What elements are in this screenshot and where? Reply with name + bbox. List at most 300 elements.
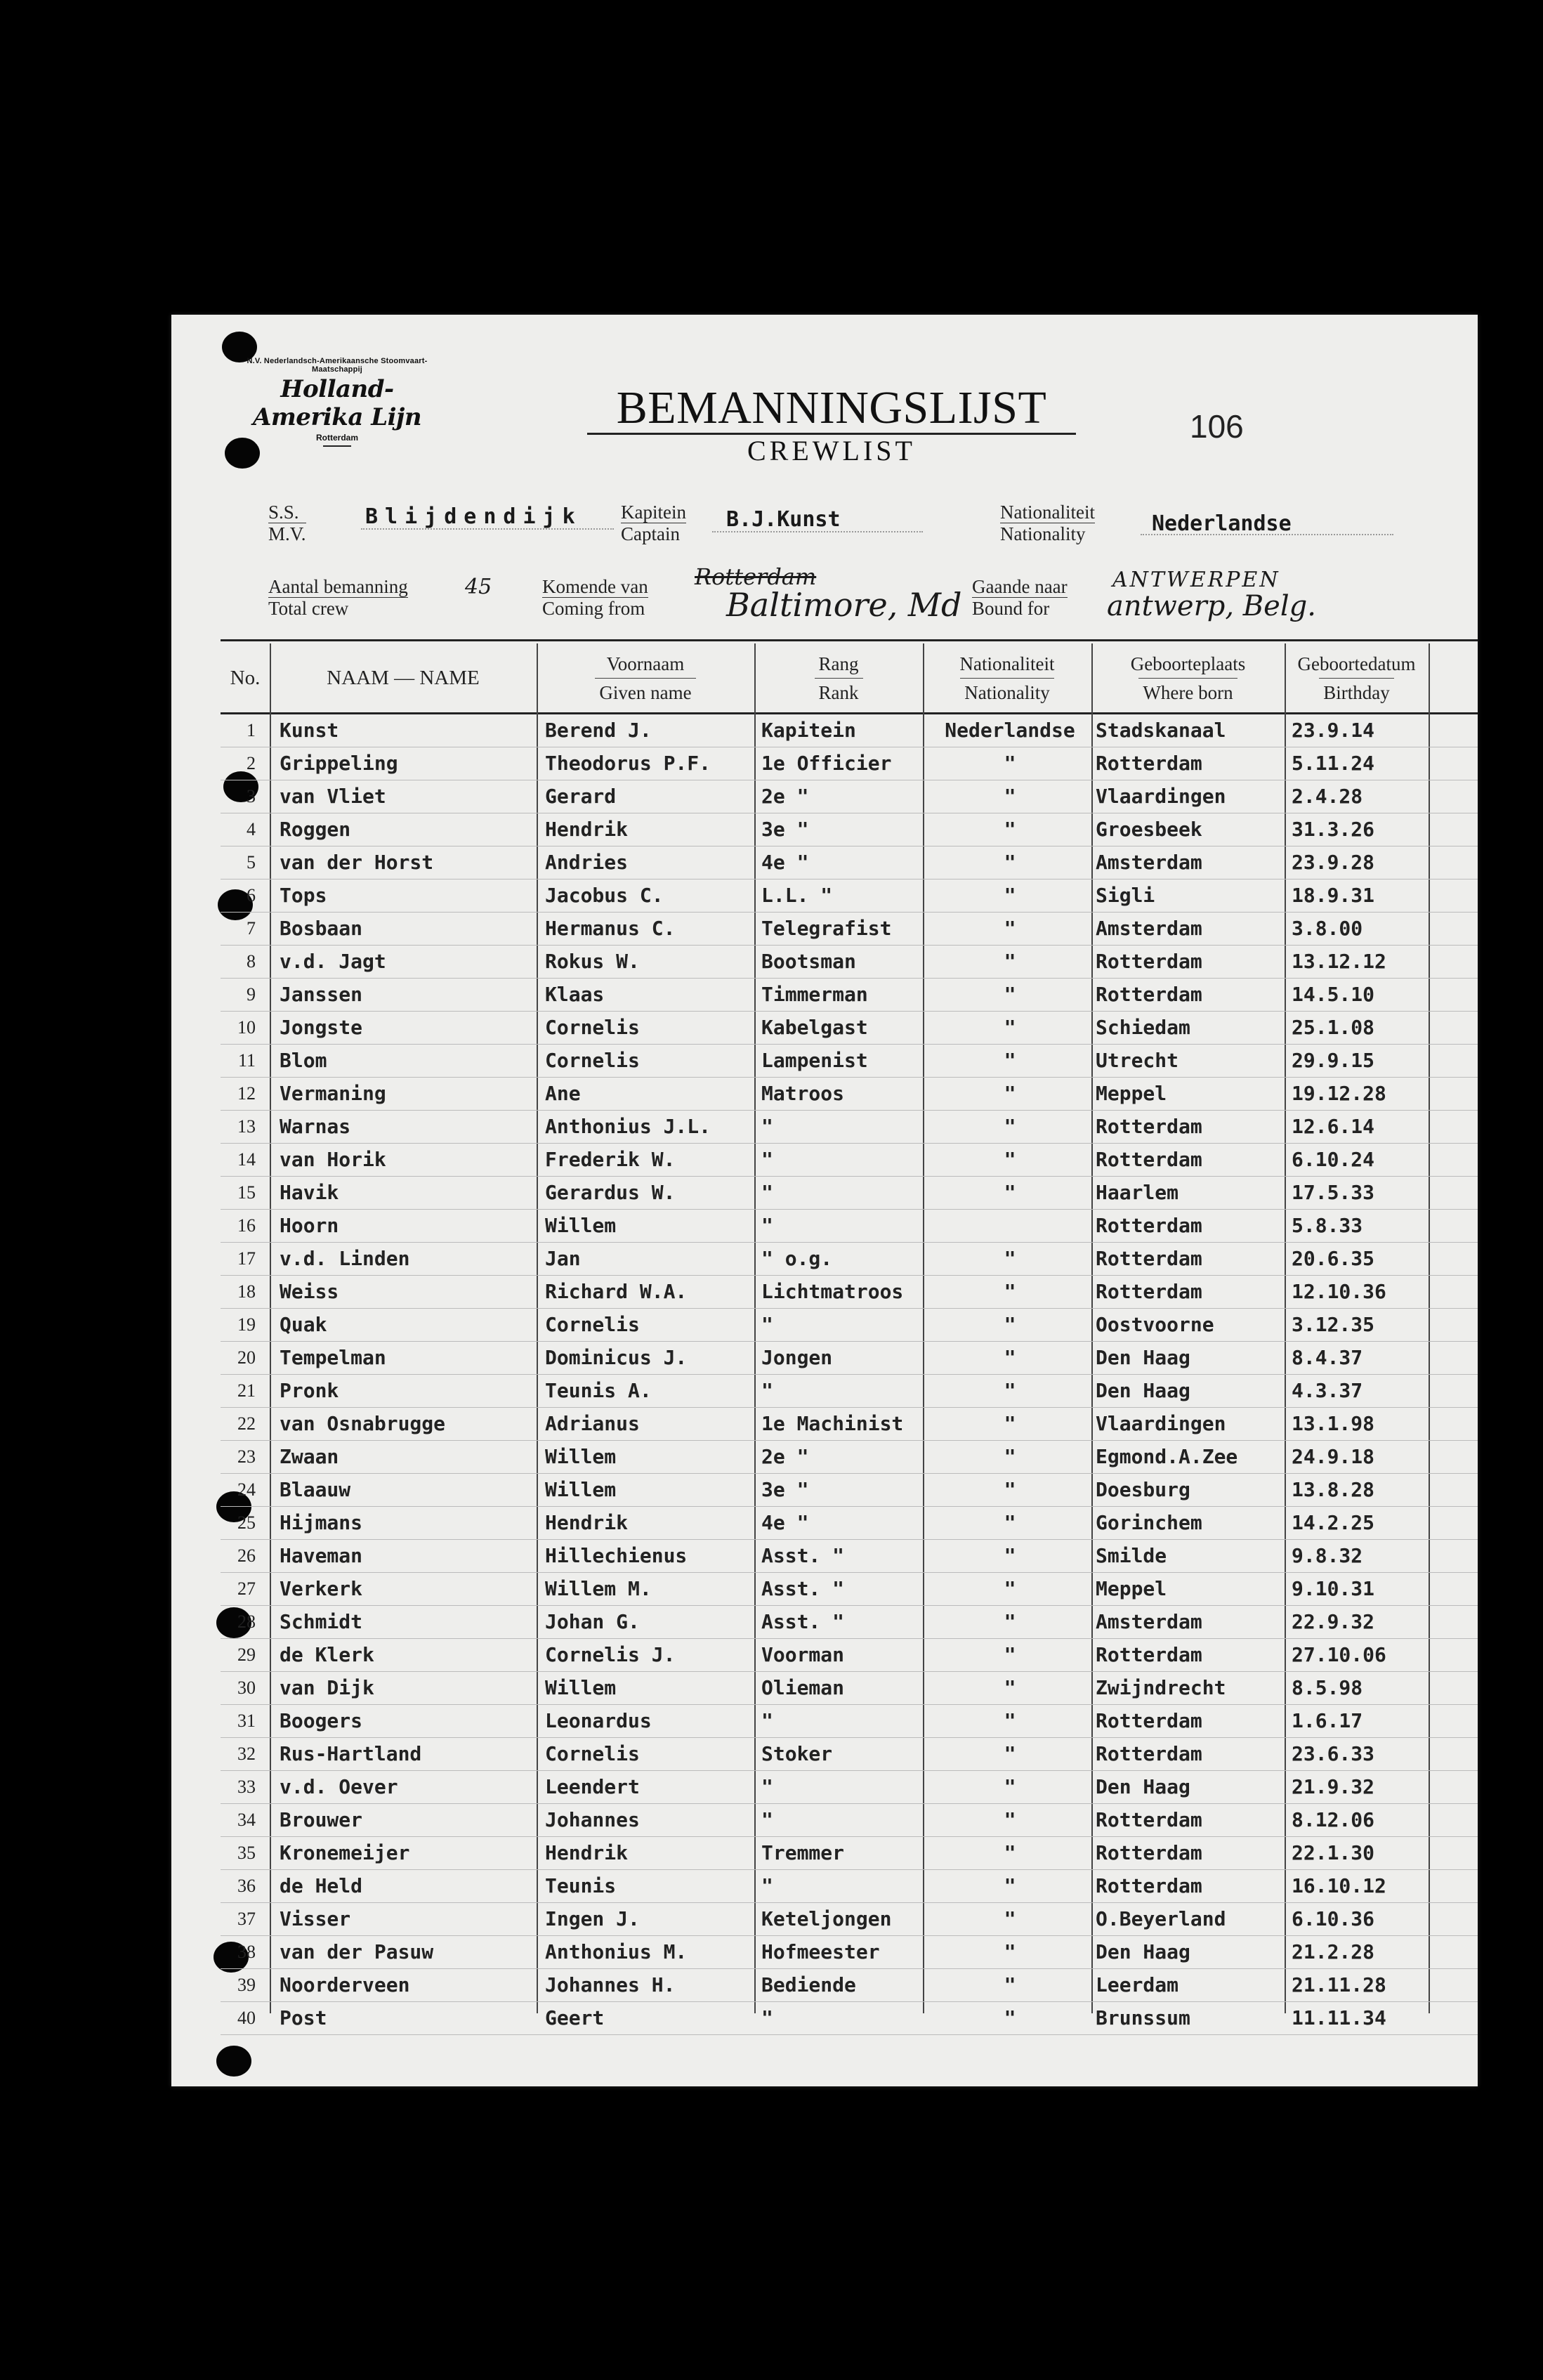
cell-given: Leonardus (545, 1709, 652, 1732)
cell-name: v.d. Oever (280, 1775, 398, 1798)
column-header-rank (754, 643, 923, 712)
table-row (221, 1210, 1478, 1243)
coming-label-nl: Komende van (542, 576, 648, 597)
cell-name: Havik (280, 1181, 339, 1204)
cell-rank: 1e Officier (761, 752, 892, 775)
cell-no: 33 (237, 1777, 256, 1797)
cell-bday: 8.12.06 (1292, 1808, 1375, 1831)
bound-label-nl: Gaande naar (972, 576, 1068, 597)
cell-nat: " (1004, 1676, 1016, 1699)
cell-given: Willem M. (545, 1577, 652, 1600)
cell-rank: 3e " (761, 1478, 809, 1501)
cell-name: Bosbaan (280, 917, 363, 940)
cell-name: v.d. Jagt (280, 950, 386, 973)
table-row (221, 1969, 1478, 2002)
cell-bday: 4.3.37 (1292, 1379, 1363, 1402)
column-header-no: No. (230, 667, 261, 689)
crew-count-label (268, 576, 408, 619)
crew-label-nl: Aantal bemanning (268, 576, 408, 597)
cell-name: Jongste (280, 1016, 363, 1039)
cell-no: 27 (237, 1578, 256, 1599)
divider (323, 445, 351, 447)
cell-rank: 4e " (761, 1511, 809, 1534)
captain-label (621, 502, 686, 544)
cell-given: Adrianus (545, 1412, 640, 1435)
cell-rank: Olieman (761, 1676, 845, 1699)
table-row (221, 1177, 1478, 1210)
birthplace-en: Where born (1138, 678, 1237, 707)
cell-bday: 6.10.36 (1292, 1907, 1375, 1930)
column-header-birthday (1285, 643, 1429, 712)
cell-name: Blom (280, 1049, 327, 1072)
cell-bday: 16.10.12 (1292, 1874, 1386, 1897)
cell-name: van Horik (280, 1148, 386, 1171)
cell-given: Willem (545, 1676, 617, 1699)
cell-born: Rotterdam (1096, 752, 1202, 775)
cell-nat: " (1004, 1577, 1016, 1600)
cell-born: Oostvoorne (1096, 1313, 1214, 1336)
cell-born: Utrecht (1096, 1049, 1179, 1072)
cell-no: 28 (237, 1611, 256, 1632)
given-name-nl: Voornaam (606, 653, 685, 674)
cell-given: Hermanus C. (545, 917, 676, 940)
cell-born: Rotterdam (1096, 983, 1202, 1006)
cell-born: Rotterdam (1096, 950, 1202, 973)
cell-bday: 25.1.08 (1292, 1016, 1375, 1039)
table-row (221, 1309, 1478, 1342)
cell-no: 9 (247, 984, 256, 1005)
cell-rank: " (761, 1214, 773, 1237)
table-row (221, 1243, 1478, 1276)
cell-born: Gorinchem (1096, 1511, 1202, 1534)
cell-no: 36 (237, 1876, 256, 1896)
cell-rank: Kapitein (761, 719, 856, 742)
cell-given: Willem (545, 1445, 617, 1468)
table-row (221, 1375, 1478, 1408)
table-row (221, 1771, 1478, 1804)
cell-given: Ingen J. (545, 1907, 640, 1930)
cell-born: Rotterdam (1096, 1214, 1202, 1237)
cell-name: Brouwer (280, 1808, 363, 1831)
cell-bday: 19.12.28 (1292, 1082, 1386, 1105)
cell-bday: 21.2.28 (1292, 1940, 1375, 1963)
cell-given: Frederik W. (545, 1148, 676, 1171)
cell-bday: 23.9.28 (1292, 851, 1375, 874)
column-header-given-name (537, 643, 754, 712)
cell-born: Rotterdam (1096, 1742, 1202, 1765)
cell-rank: Asst. " (761, 1610, 845, 1633)
table-row (221, 1936, 1478, 1969)
table-row (221, 1111, 1478, 1144)
cell-given: Andries (545, 851, 629, 874)
coming-from-port: Baltimore, Md (726, 586, 962, 624)
cell-born: Rotterdam (1096, 1709, 1202, 1732)
cell-rank: 2e " (761, 1445, 809, 1468)
cell-bday: 21.9.32 (1292, 1775, 1375, 1798)
cell-born: Rotterdam (1096, 1643, 1202, 1666)
cell-given: Johan G. (545, 1610, 640, 1633)
cell-nat: " (1004, 1082, 1016, 1105)
cell-name: Hoorn (280, 1214, 339, 1237)
table-row (221, 1012, 1478, 1045)
cell-rank: " (761, 2006, 773, 2029)
cell-no: 12 (237, 1083, 256, 1104)
cell-name: Quak (280, 1313, 327, 1336)
cell-name: Warnas (280, 1115, 351, 1138)
cell-born: Smilde (1096, 1544, 1167, 1567)
cell-bday: 17.5.33 (1292, 1181, 1375, 1204)
cell-born: Vlaardingen (1096, 1412, 1226, 1435)
cell-bday: 14.5.10 (1292, 983, 1375, 1006)
cell-born: Den Haag (1096, 1940, 1190, 1963)
given-name-en: Given name (595, 678, 695, 707)
cell-nat: " (1004, 1973, 1016, 1996)
cell-nat: " (1004, 1148, 1016, 1171)
cell-given: Rokus W. (545, 950, 640, 973)
cell-bday: 5.8.33 (1292, 1214, 1363, 1237)
cell-rank: " (761, 1313, 773, 1336)
cell-no: 39 (237, 1975, 256, 1995)
cell-given: Gerard (545, 785, 617, 808)
table-row (221, 1342, 1478, 1375)
table-row (221, 780, 1478, 813)
cell-nat: " (1004, 1643, 1016, 1666)
cell-nat: " (1004, 851, 1016, 874)
cell-bday: 12.6.14 (1292, 1115, 1375, 1138)
cell-given: Cornelis J. (545, 1643, 676, 1666)
cell-name: Verkerk (280, 1577, 363, 1600)
cell-given: Teunis A. (545, 1379, 652, 1402)
rank-nl: Rang (818, 653, 859, 674)
cell-name: Kronemeijer (280, 1841, 410, 1864)
cell-no: 15 (237, 1182, 256, 1203)
cell-born: Leerdam (1096, 1973, 1179, 1996)
cell-no: 6 (247, 885, 256, 905)
cell-no: 11 (237, 1050, 256, 1071)
cell-born: Schiedam (1096, 1016, 1190, 1039)
cell-given: Anthonius J.L. (545, 1115, 711, 1138)
table-row (221, 1837, 1478, 1870)
cell-given: Hillechienus (545, 1544, 688, 1567)
table-row (221, 979, 1478, 1012)
cell-nat: " (1004, 1247, 1016, 1270)
captain-name: B.J.Kunst (726, 507, 841, 532)
cell-born: Brunssum (1096, 2006, 1190, 2029)
cell-nat: " (1004, 752, 1016, 775)
cell-rank: 4e " (761, 851, 809, 874)
cell-rank: Lampenist (761, 1049, 868, 1072)
cell-born: Rotterdam (1096, 1874, 1202, 1897)
cell-no: 4 (247, 819, 256, 839)
dotted-line (1141, 534, 1393, 535)
cell-name: Vermaning (280, 1082, 386, 1105)
cell-no: 8 (247, 951, 256, 972)
cell-born: Groesbeek (1096, 818, 1202, 841)
ship-name: Blijdendijk (365, 504, 582, 529)
table-row (221, 1144, 1478, 1177)
cell-born: Amsterdam (1096, 917, 1202, 940)
cell-name: Noorderveen (280, 1973, 410, 1996)
cell-no: 24 (237, 1479, 256, 1500)
cell-nat: " (1004, 983, 1016, 1006)
cell-nat: " (1004, 1313, 1016, 1336)
cell-nat: " (1004, 1841, 1016, 1864)
nationality-label-en: Nationality (1000, 523, 1095, 544)
cell-bday: 13.1.98 (1292, 1412, 1375, 1435)
cell-name: Boogers (280, 1709, 363, 1732)
cell-bday: 20.6.35 (1292, 1247, 1375, 1270)
cell-born: Rotterdam (1096, 1280, 1202, 1303)
cell-given: Cornelis (545, 1016, 640, 1039)
cell-born: Den Haag (1096, 1379, 1190, 1402)
cell-no: 40 (237, 2008, 256, 2028)
cell-name: Janssen (280, 983, 363, 1006)
cell-nat: " (1004, 818, 1016, 841)
cell-name: van Vliet (280, 785, 386, 808)
cell-nat: " (1004, 1412, 1016, 1435)
cell-nat: " (1004, 1775, 1016, 1798)
cell-no: 37 (237, 1909, 256, 1929)
table-row (221, 1540, 1478, 1573)
dotted-line (712, 531, 923, 532)
cell-rank: L.L. " (761, 884, 833, 907)
cell-name: Post (280, 2006, 327, 2029)
cell-rank: 3e " (761, 818, 809, 841)
cell-no: 32 (237, 1744, 256, 1764)
cell-bday: 9.8.32 (1292, 1544, 1363, 1567)
bound-for-port-caps: ANTWERPEN (1112, 568, 1280, 592)
cell-given: Berend J. (545, 719, 652, 742)
title-english: CREWLIST (747, 435, 916, 466)
company-letterhead (232, 357, 442, 447)
cell-name: van der Horst (280, 851, 434, 874)
cell-rank: " (761, 1808, 773, 1831)
crew-table (221, 643, 1478, 2035)
document-title (579, 382, 1084, 467)
mv-label: M.V. (268, 523, 306, 544)
cell-rank: Keteljongen (761, 1907, 892, 1930)
cell-born: Rotterdam (1096, 1148, 1202, 1171)
cell-no: 5 (247, 852, 256, 872)
cell-no: 23 (237, 1446, 256, 1467)
ship-nationality: Nederlandse (1152, 511, 1292, 536)
cell-name: Blaauw (280, 1478, 351, 1501)
cell-given: Anthonius M. (545, 1940, 688, 1963)
cell-given: Ane (545, 1082, 581, 1105)
cell-rank: Tremmer (761, 1841, 845, 1864)
table-row (221, 1276, 1478, 1309)
table-row (221, 1408, 1478, 1441)
captain-label-nl: Kapitein (621, 502, 686, 523)
table-row (221, 1507, 1478, 1540)
cell-born: Zwijndrecht (1096, 1676, 1226, 1699)
table-row (221, 913, 1478, 946)
header-divider (221, 639, 1478, 641)
cell-given: Willem (545, 1478, 617, 1501)
cell-nat: " (1004, 950, 1016, 973)
bound-label-en: Bound for (972, 597, 1068, 619)
cell-rank: Timmerman (761, 983, 868, 1006)
cell-given: Theodorus P.F. (545, 752, 711, 775)
cell-name: de Klerk (280, 1643, 374, 1666)
cell-given: Cornelis (545, 1049, 640, 1072)
column-header-name: NAAM — NAME (327, 667, 480, 689)
cell-no: 17 (237, 1248, 256, 1269)
cell-given: Cornelis (545, 1313, 640, 1336)
cell-bday: 22.1.30 (1292, 1841, 1375, 1864)
cell-no: 1 (247, 720, 256, 740)
cell-bday: 8.4.37 (1292, 1346, 1363, 1369)
cell-no: 35 (237, 1843, 256, 1863)
table-row (221, 1903, 1478, 1936)
cell-nat: " (1004, 1544, 1016, 1567)
cell-no: 31 (237, 1711, 256, 1731)
cell-no: 22 (237, 1413, 256, 1434)
cell-born: Rotterdam (1096, 1247, 1202, 1270)
cell-born: Vlaardingen (1096, 785, 1226, 808)
cell-rank: " (761, 1874, 773, 1897)
cell-born: Doesburg (1096, 1478, 1190, 1501)
cell-no: 13 (237, 1116, 256, 1137)
cell-nat: " (1004, 1874, 1016, 1897)
cell-nat: " (1004, 1346, 1016, 1369)
cell-bday: 23.9.14 (1292, 719, 1375, 742)
cell-rank: Voorman (761, 1643, 845, 1666)
cell-bday: 21.11.28 (1292, 1973, 1386, 1996)
cell-given: Dominicus J. (545, 1346, 688, 1369)
cell-nat: " (1004, 1115, 1016, 1138)
cell-given: Johannes H. (545, 1973, 676, 1996)
cell-born: Haarlem (1096, 1181, 1179, 1204)
nationality-label-nl: Nationaliteit (1000, 502, 1095, 523)
bound-for-label (972, 576, 1068, 619)
page-number: 106 (1190, 408, 1244, 445)
cell-rank: Matroos (761, 1082, 845, 1105)
cell-bday: 6.10.24 (1292, 1148, 1375, 1171)
cell-no: 16 (237, 1215, 256, 1236)
cell-rank: Telegrafist (761, 917, 892, 940)
dotted-line (361, 528, 614, 530)
cell-name: v.d. Linden (280, 1247, 410, 1270)
cell-name: Visser (280, 1907, 351, 1930)
table-row (221, 1705, 1478, 1738)
ss-label: S.S. (268, 502, 299, 523)
title-dutch: BEMANNINGSLIJST (616, 382, 1047, 433)
cell-no: 10 (237, 1017, 256, 1038)
cell-nat: " (1004, 1742, 1016, 1765)
cell-given: Hendrik (545, 1511, 629, 1534)
nationality-nl: Nationaliteit (959, 653, 1055, 674)
table-row (221, 1606, 1478, 1639)
cell-born: O.Beyerland (1096, 1907, 1226, 1930)
cell-name: van Osnabrugge (280, 1412, 446, 1435)
cell-nat: " (1004, 2006, 1016, 2029)
cell-given: Johannes (545, 1808, 640, 1831)
cell-nat: " (1004, 1280, 1016, 1303)
cell-name: Grippeling (280, 752, 398, 775)
cell-bday: 13.8.28 (1292, 1478, 1375, 1501)
captain-label-en: Captain (621, 523, 686, 544)
cell-no: 25 (237, 1512, 256, 1533)
coming-label-en: Coming from (542, 597, 648, 619)
cell-rank: Kabelgast (761, 1016, 868, 1039)
cell-bday: 5.11.24 (1292, 752, 1375, 775)
cell-name: Zwaan (280, 1445, 339, 1468)
nationality-label (1000, 502, 1095, 544)
rank-en: Rank (815, 678, 863, 707)
cell-bday: 24.9.18 (1292, 1445, 1375, 1468)
cell-bday: 14.2.25 (1292, 1511, 1375, 1534)
table-row (221, 1870, 1478, 1903)
cell-born: Sigli (1096, 884, 1155, 907)
cell-born: Stadskanaal (1096, 719, 1226, 742)
cell-bday: 27.10.06 (1292, 1643, 1386, 1666)
table-row (221, 714, 1478, 747)
crew-list-sheet (171, 315, 1478, 2086)
table-row (221, 747, 1478, 780)
cell-given: Richard W.A. (545, 1280, 688, 1303)
cell-rank: " (761, 1709, 773, 1732)
table-row (221, 1738, 1478, 1771)
cell-rank: Stoker (761, 1742, 833, 1765)
table-header (221, 643, 1478, 714)
cell-nat: " (1004, 1511, 1016, 1534)
cell-no: 38 (237, 1942, 256, 1962)
cell-born: Den Haag (1096, 1346, 1190, 1369)
cell-rank: " (761, 1181, 773, 1204)
cell-rank: " (761, 1379, 773, 1402)
cell-born: Rotterdam (1096, 1808, 1202, 1831)
cell-name: Tempelman (280, 1346, 386, 1369)
cell-rank: 2e " (761, 785, 809, 808)
cell-nat: " (1004, 1940, 1016, 1963)
cell-born: Amsterdam (1096, 1610, 1202, 1633)
cell-name: van der Pasuw (280, 1940, 434, 1963)
cell-no: 19 (237, 1314, 256, 1335)
cell-no: 14 (237, 1149, 256, 1170)
cell-nat: " (1004, 1181, 1016, 1204)
cell-given: Hendrik (545, 1841, 629, 1864)
cell-given: Jacobus C. (545, 884, 664, 907)
cell-name: de Held (280, 1874, 363, 1897)
cell-bday: 18.9.31 (1292, 884, 1375, 907)
table-row (221, 1045, 1478, 1078)
table-row (221, 1078, 1478, 1111)
cell-bday: 3.12.35 (1292, 1313, 1375, 1336)
cell-no: 18 (237, 1281, 256, 1302)
cell-born: Den Haag (1096, 1775, 1190, 1798)
cell-born: Rotterdam (1096, 1841, 1202, 1864)
cell-no: 7 (247, 918, 256, 939)
cell-nat: " (1004, 785, 1016, 808)
cell-rank: Asst. " (761, 1544, 845, 1567)
coming-from-struck: Rotterdam (695, 563, 817, 590)
birthplace-nl: Geboorteplaats (1130, 653, 1246, 674)
company-city: Rotterdam (315, 433, 358, 443)
cell-born: Meppel (1096, 1577, 1167, 1600)
cell-nat: " (1004, 1709, 1016, 1732)
cell-nat: " (1004, 1610, 1016, 1633)
cell-no: 3 (247, 786, 256, 806)
cell-given: Gerardus W. (545, 1181, 676, 1204)
cell-nat: " (1004, 884, 1016, 907)
table-row (221, 880, 1478, 913)
cell-given: Leendert (545, 1775, 640, 1798)
vessel-type-label (268, 502, 306, 544)
cell-nat: " (1004, 1379, 1016, 1402)
cell-born: Rotterdam (1096, 1115, 1202, 1138)
cell-given: Willem (545, 1214, 617, 1237)
